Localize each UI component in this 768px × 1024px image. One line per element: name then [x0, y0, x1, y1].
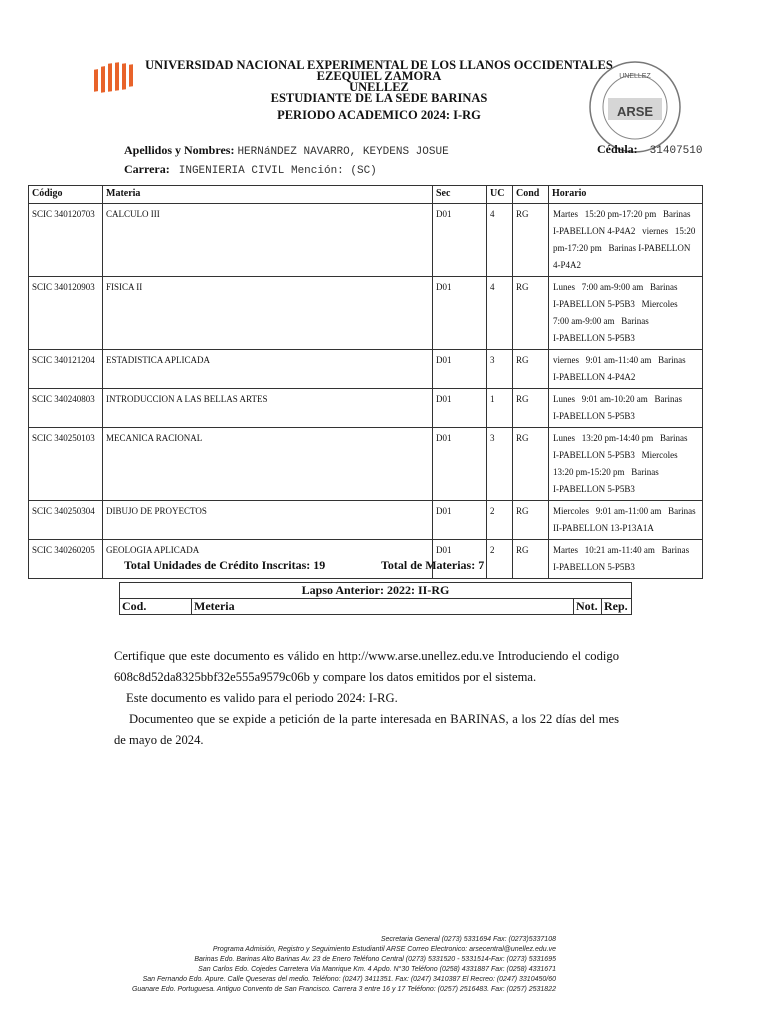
table-row: [29, 389, 703, 428]
course-credits: 3: [487, 350, 513, 389]
col-sec: Sec: [433, 186, 487, 204]
course-code: SCIC 340120703: [29, 204, 103, 277]
cert-paragraph-2: Este documento es valido para el periodo 2024: I-RG.: [126, 691, 398, 705]
university-name-2: EZEQUIEL ZAMORA: [316, 69, 442, 83]
footer-contacts: [60, 935, 556, 995]
footer-line: San Carlos Edo. Cojedes Carretera Via Manrique Km. 4 Apdo. N°30 Teléfono (0258) 4331887 Fax: (0258) 4331671: [198, 966, 556, 973]
course-schedule: [549, 277, 703, 350]
table-row: [29, 501, 703, 540]
footer-line: Programa Admisión, Registro y Seguimiento Estudiantil ARSE Correo Electronico: arsecentral@unellez.edu.ve: [212, 946, 556, 953]
course-condition: RG: [513, 501, 549, 540]
course-condition: RG: [513, 277, 549, 350]
university-name: UNIVERSIDAD NACIONAL EXPERIMENTAL DE LOS LLANOS OCCIDENTALES: [145, 58, 613, 72]
course-name: FISICA II: [103, 277, 433, 350]
table-header-row: [29, 186, 703, 204]
course-schedule: [549, 204, 703, 277]
table-row: [29, 277, 703, 350]
total-subjects: Total de Materias: 7: [381, 558, 485, 572]
prev-col-materia: Meteria: [192, 599, 574, 615]
previous-period-table: [119, 582, 632, 615]
schedule-line: 4-P4A2: [553, 260, 582, 270]
course-section: D01: [433, 204, 487, 277]
schedule-line: I-PABELLON 5-P5B3: [553, 562, 635, 572]
schedule-line: viernes 9:01 am-11:40 am Barinas: [553, 355, 686, 365]
table-row: [29, 204, 703, 277]
id-label: Cédula:: [597, 142, 638, 156]
stamp-top-text: UNELLEZ: [619, 73, 651, 80]
schedule-line: Martes 15:20 pm-17:20 pm Barinas: [553, 209, 691, 219]
course-condition: RG: [513, 428, 549, 501]
course-condition: RG: [513, 389, 549, 428]
schedule-line: 13:20 pm-15:20 pm Barinas: [553, 467, 659, 477]
course-schedule: [549, 350, 703, 389]
course-name: DIBUJO DE PROYECTOS: [103, 501, 433, 540]
course-section: D01: [433, 350, 487, 389]
course-section: D01: [433, 389, 487, 428]
schedule-line: I-PABELLON 4-P4A2: [553, 372, 636, 382]
course-section: D01: [433, 277, 487, 350]
schedule-line: 7:00 am-9:00 am Barinas: [553, 316, 649, 326]
courses-table: [28, 185, 703, 579]
total-credits: Total Unidades de Crédito Inscritas: 19: [124, 558, 326, 572]
col-materia: Materia: [103, 186, 433, 204]
university-acronym: UNELLEZ: [349, 80, 409, 94]
schedule-line: I-PABELLON 5-P5B3: [553, 333, 635, 343]
schedule-line: I-PABELLON 4-P4A2 viernes 15:20: [553, 226, 696, 236]
course-schedule: [549, 428, 703, 501]
schedule-line: II-PABELLON 13-P13A1A: [553, 523, 654, 533]
schedule-line: Lunes 7:00 am-9:00 am Barinas: [553, 282, 678, 292]
career-label: Carrera:: [124, 162, 170, 176]
course-credits: 2: [487, 540, 513, 579]
previous-period-title: Lapso Anterior: 2022: II-RG: [120, 583, 632, 599]
col-cond: Cond: [513, 186, 549, 204]
col-codigo: Código: [29, 186, 103, 204]
footer-line: Guanare Edo. Portuguesa. Antiguo Convento de San Francisco. Carrera 3 entre 16 y 17 Teléfono: (0257) 2516483. Fax: (0257) 2531822: [131, 986, 556, 993]
student-name: HERNáNDEZ NAVARRO, KEYDENS JOSUE: [237, 146, 449, 158]
schedule-line: Martes 10:21 am-11:40 am Barinas: [553, 545, 690, 555]
table-row: [29, 350, 703, 389]
prev-col-rep: Rep.: [602, 599, 632, 615]
student-info: [124, 142, 449, 180]
cert-paragraph-1: Certifique que este documento es válido en http://www.arse.unellez.edu.ve Introduciendo el codigo 608c8d52da8325bbf32e555a9579c06b y compare los datos emitidos por el sistema.: [114, 649, 619, 684]
stamp-mid-text: ARSE: [616, 104, 654, 119]
course-code: SCIC 340250304: [29, 501, 103, 540]
course-name: ESTADISTICA APLICADA: [103, 350, 433, 389]
course-schedule: [549, 540, 703, 579]
certification-text: [114, 646, 619, 751]
campus-title: ESTUDIANTE DE LA SEDE BARINAS: [270, 91, 488, 105]
student-id: [597, 142, 702, 157]
schedule-line: pm-17:20 pm Barinas I-PABELLON: [553, 243, 691, 253]
course-credits: 2: [487, 501, 513, 540]
course-credits: 3: [487, 428, 513, 501]
course-code: SCIC 340260205: [29, 540, 103, 579]
previous-header-row: [120, 599, 632, 615]
schedule-line: I-PABELLON 5-P5B3 Miercoles: [553, 299, 678, 309]
course-condition: RG: [513, 540, 549, 579]
schedule-line: I-PABELLON 5-P5B3: [553, 411, 635, 421]
col-uc: UC: [487, 186, 513, 204]
course-name: CALCULO III: [103, 204, 433, 277]
course-schedule: [549, 501, 703, 540]
schedule-line: Miercoles 9:01 am-11:00 am Barinas: [553, 506, 696, 516]
footer-line: San Fernando Edo. Apure. Calle Queseras del medio. Teléfono: (0247) 3411351. Fax: (0247) 3410387 El Recreo: (0247) 3310450/60: [142, 976, 556, 983]
schedule-line: Lunes 9:01 am-10:20 am Barinas: [553, 394, 682, 404]
table-row: [29, 428, 703, 501]
course-section: D01: [433, 428, 487, 501]
course-schedule: [549, 389, 703, 428]
course-code: SCIC 340250103: [29, 428, 103, 501]
university-logo-icon: [92, 60, 140, 98]
id-value: 31407510: [649, 145, 703, 157]
course-condition: RG: [513, 204, 549, 277]
document-header: [140, 60, 618, 121]
name-label: Apellidos y Nombres:: [124, 143, 235, 157]
schedule-line: I-PABELLON 5-P5B3: [553, 484, 635, 494]
course-credits: 1: [487, 389, 513, 428]
footer-line: Secretaria General (0273) 5331694 Fax: (0273)5337108: [380, 936, 556, 943]
course-code: SCIC 340240803: [29, 389, 103, 428]
course-credits: 4: [487, 204, 513, 277]
career-value: INGENIERIA CIVIL Mención: (SC): [178, 165, 377, 177]
course-name: MECANICA RACIONAL: [103, 428, 433, 501]
schedule-line: I-PABELLON 5-P5B3 Miercoles: [553, 450, 678, 460]
course-name: GEOLOGIA APLICADA: [103, 540, 433, 579]
prev-col-not: Not.: [574, 599, 602, 615]
course-code: SCIC 340121204: [29, 350, 103, 389]
cert-paragraph-3: Documenteo que se expide a petición de la parte interesada en BARINAS, a los 22 días del mes de mayo de 2024.: [114, 712, 619, 747]
academic-period: PERIODO ACADEMICO 2024: I-RG: [277, 108, 481, 122]
prev-col-cod: Cod.: [120, 599, 192, 615]
footer-line: Barinas Edo. Barinas Alto Barinas Av. 23 de Enero Teléfono Central (0273) 5331520 - 5331514-Fax: (0273) 5331695: [194, 956, 556, 963]
course-code: SCIC 340120903: [29, 277, 103, 350]
course-credits: 4: [487, 277, 513, 350]
schedule-line: Lunes 13:20 pm-14:40 pm Barinas: [553, 433, 688, 443]
course-name: INTRODUCCION A LAS BELLAS ARTES: [103, 389, 433, 428]
course-condition: RG: [513, 350, 549, 389]
course-section: D01: [433, 501, 487, 540]
col-horario: Horario: [549, 186, 703, 204]
course-section: D01: [433, 540, 487, 579]
